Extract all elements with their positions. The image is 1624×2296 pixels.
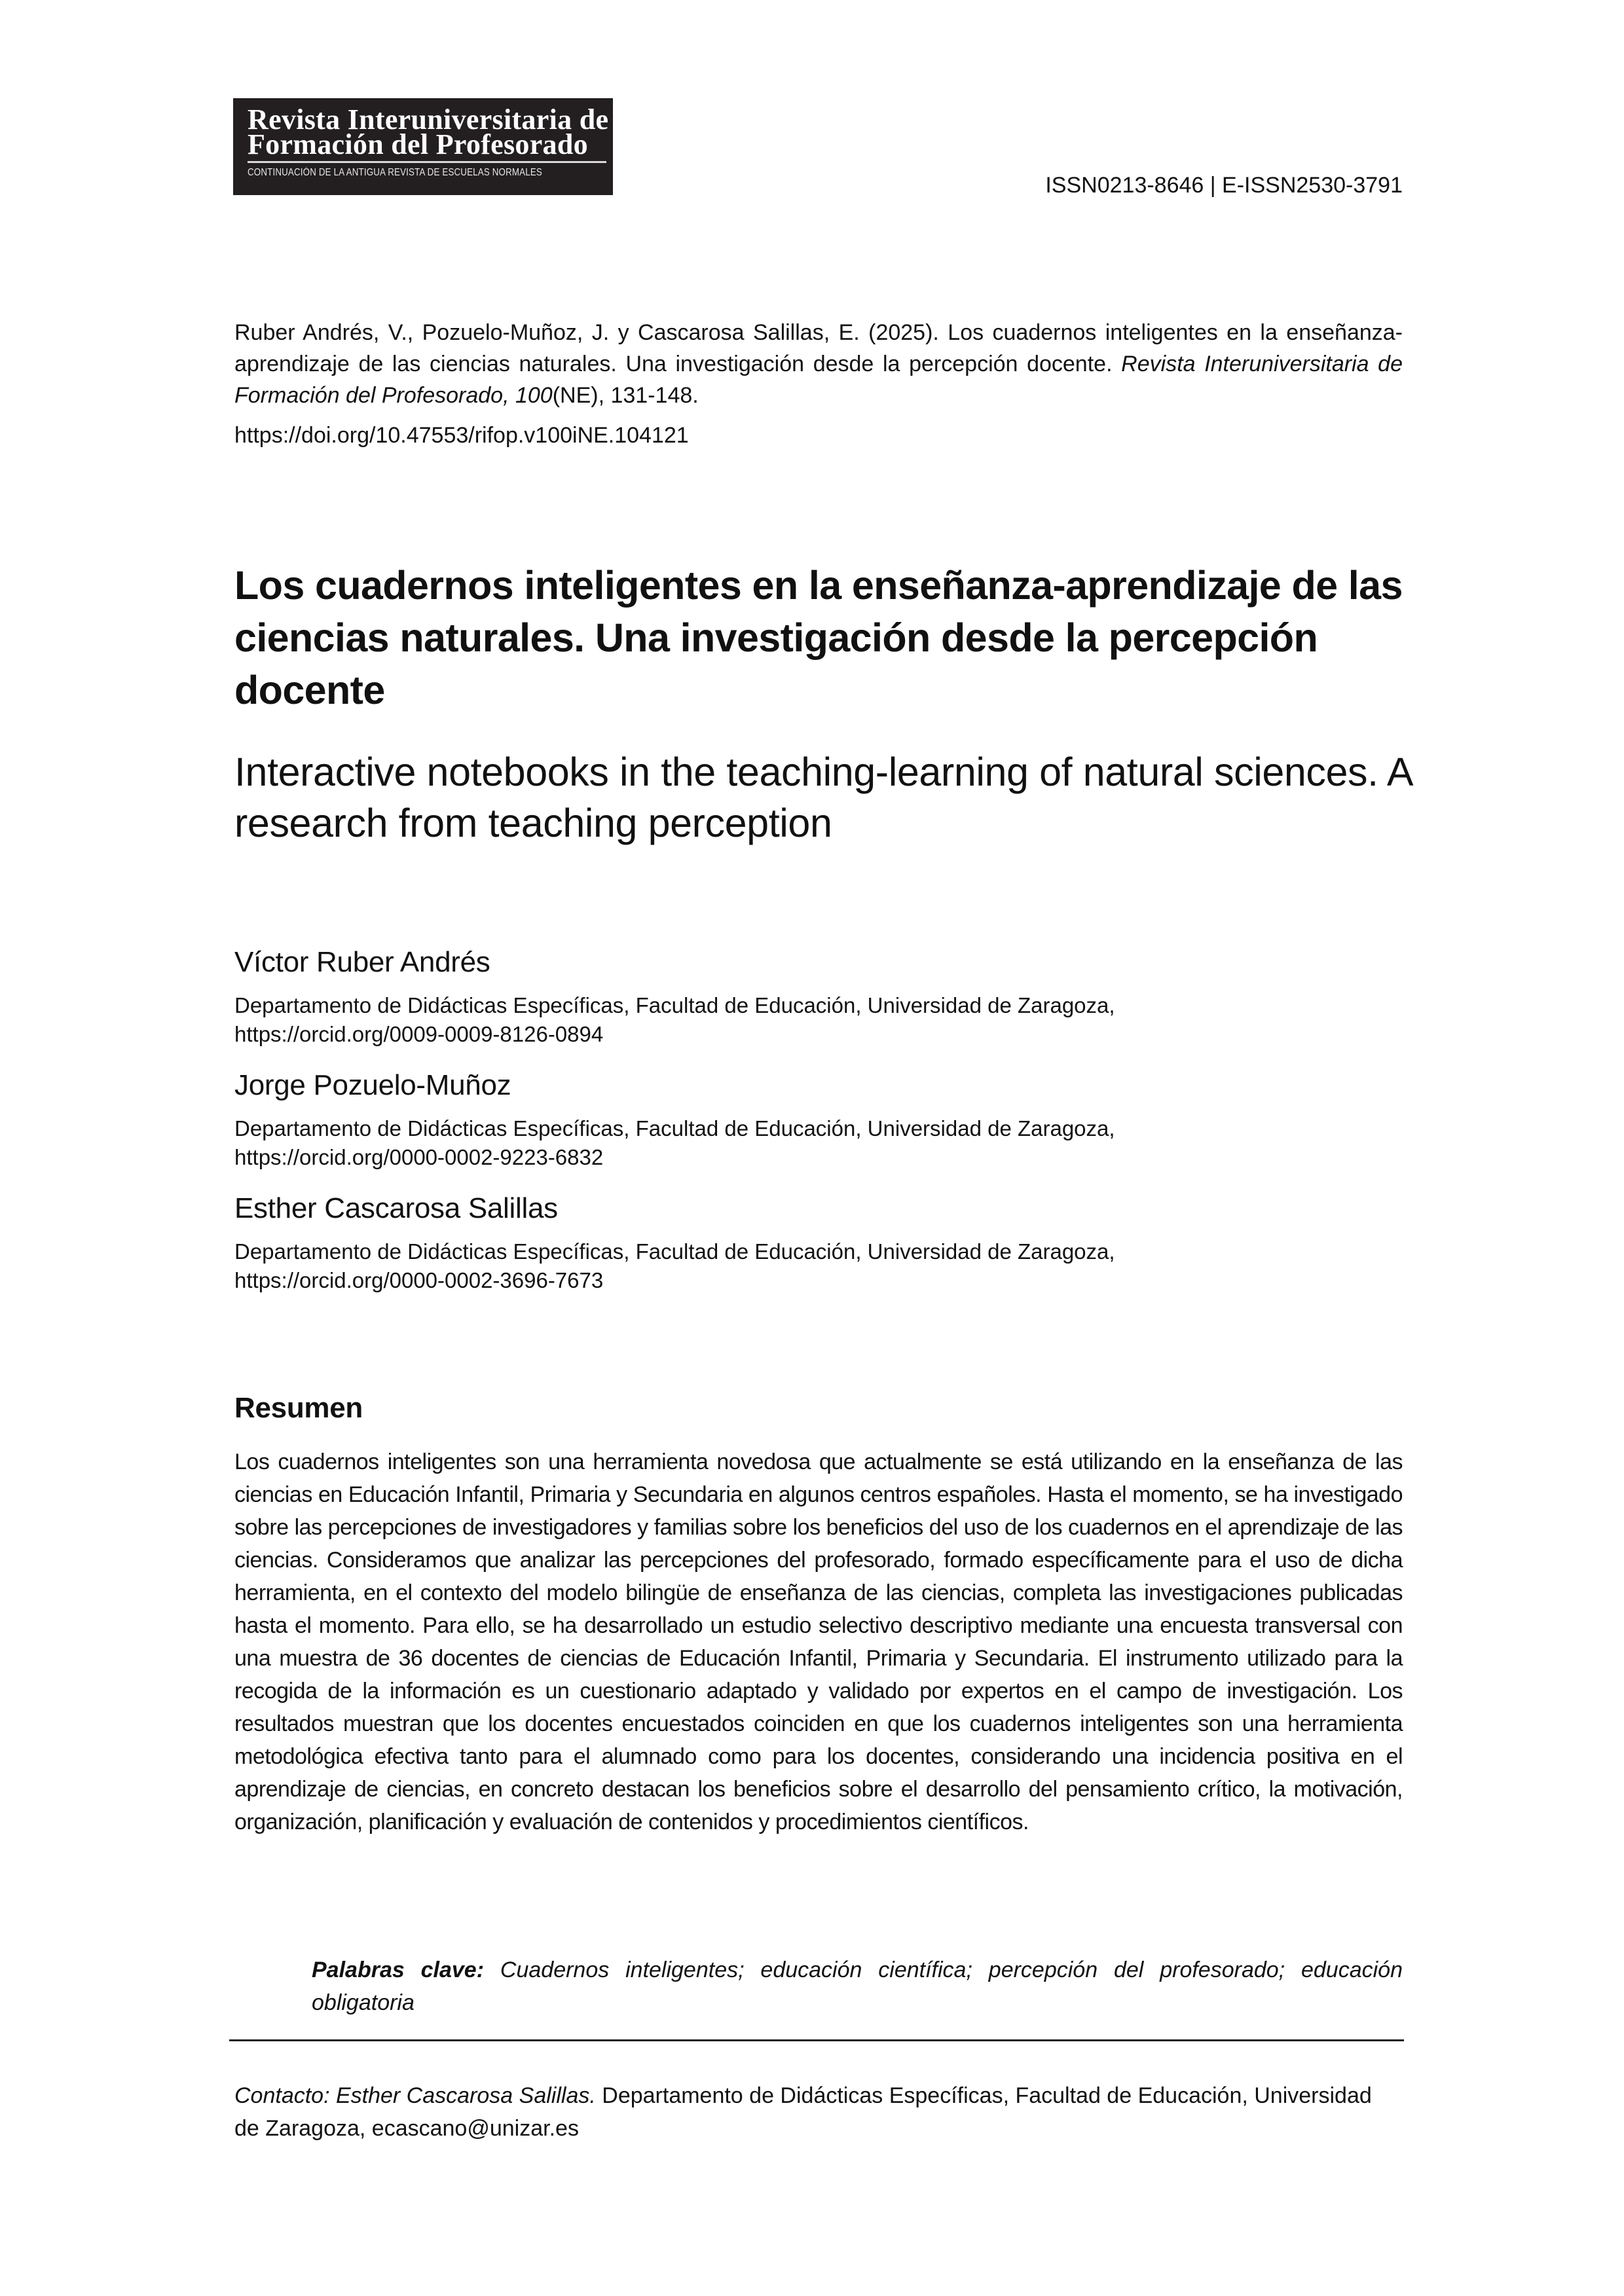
contact-footer [234, 2079, 1400, 2145]
author-name: Jorge Pozuelo-Muñoz [234, 1069, 511, 1101]
citation [234, 317, 1403, 411]
contact-text: Departamento de Didácticas Específicas, Facultad de Educación, Universidad de Zaragoza, ecascano@unizar.es [234, 2083, 1372, 2141]
title-spanish: Los cuadernos inteligentes en la enseñanza-aprendizaje de las ciencias naturales. Una investigación desde la percepción docente [234, 563, 1403, 712]
keywords-label: Palabras clave: [312, 1958, 485, 1982]
citation-journal: Revista Interuniversitaria de Formación del Profesorado, 100 [234, 352, 1403, 408]
keywords-list: Cuadernos inteligentes; educación científica; percepción del profesorado; educación obligatoria [312, 1958, 1403, 2015]
abstract-heading: Resumen [234, 1392, 363, 1424]
orcid-link[interactable]: https://orcid.org/0000-0002-9223-6832 [234, 1145, 604, 1169]
affiliation-text: Departamento de Didácticas Específicas, Facultad de Educación, Universidad de Zaragoza, [234, 993, 1115, 1017]
author-entry [234, 943, 1400, 1049]
logo-divider [248, 161, 606, 163]
doi-link[interactable]: https://doi.org/10.47553/rifop.v100iNE.104121 [234, 423, 689, 448]
author-entry [234, 1066, 1400, 1172]
abstract-body: Los cuadernos inteligentes son una herramienta novedosa que actualmente se está utilizando en la enseñanza de las ciencias en Educación Infantil, Primaria y Secundaria en algunos centros españoles. Hasta el momento, se ha investigado sobre las percepciones de investigadores y familias sobre los beneficios del uso de los cuadernos en el aprendizaje de las ciencias. Consideramos que analizar las percepciones del profesorado, formado específicamente para el uso de dicha herramienta, en el contexto del modelo bilingüe de enseñanza de las ciencias, completa las investigaciones publicadas hasta el momento. Para ello, se ha desarrollado un estudio selectivo descriptivo mediante una encuesta transversal con una muestra de 36 docentes de ciencias de Educación Infantil, Primaria y Secundaria. El instrumento utilizado para la recogida de la información es un cuestionario adaptado y validado por expertos en el campo de investigación. Los resultados muestran que los docentes encuestados coinciden en que los cuadernos inteligentes son una herramienta metodológica efectiva tanto para el alumnado como para los docentes, considerando una incidencia positiva en el aprendizaje de ciencias, en concreto destacan los beneficios sobre el desarrollo del pensamiento crítico, la motivación, organización, planificación y evaluación de contenidos y procedimientos científicos. [234, 1449, 1403, 1834]
affiliation-text: Departamento de Didácticas Específicas, Facultad de Educación, Universidad de Zaragoza, [234, 1239, 1115, 1264]
orcid-link[interactable]: https://orcid.org/0009-0009-8126-0894 [234, 1022, 604, 1046]
contact-label: Contacto: Esther Cascarosa Salillas. [234, 2083, 596, 2108]
footer-divider [229, 2039, 1404, 2041]
logo-tagline: CONTINUACIÓN DE LA ANTIGUA REVISTA DE ESCUELAS NORMALES [248, 167, 542, 178]
author-name: Esther Cascarosa Salillas [234, 1192, 558, 1224]
orcid-link[interactable]: https://orcid.org/0000-0002-3696-7673 [234, 1268, 604, 1292]
affiliation-text: Departamento de Didácticas Específicas, Facultad de Educación, Universidad de Zaragoza, [234, 1116, 1115, 1140]
author-entry [234, 1189, 1400, 1295]
journal-logo [233, 98, 613, 195]
author-affiliation [234, 1237, 1400, 1295]
title-english: Interactive notebooks in the teaching-learning of natural sciences. A research from teaching perception [234, 750, 1411, 845]
author-affiliation [234, 991, 1400, 1049]
author-list [234, 943, 1400, 1312]
keywords [312, 1954, 1403, 2019]
logo-line-1: Revista Interuniversitaria de [248, 103, 609, 136]
author-affiliation [234, 1114, 1400, 1172]
logo-line-2: Formación del Profesorado [248, 128, 588, 160]
citation-text: Ruber Andrés, V., Pozuelo-Muñoz, J. y Cascarosa Salillas, E. (2025). Los cuadernos inteligentes en la enseñanza-aprendizaje de las ciencias naturales. Una investigación desde la percepción docente. [234, 320, 1403, 376]
citation-issue: (NE), 131-148. [552, 383, 699, 408]
issn-label: ISSN0213-8646 | E-ISSN2530-3791 [1045, 173, 1403, 198]
author-name: Víctor Ruber Andrés [234, 946, 490, 978]
